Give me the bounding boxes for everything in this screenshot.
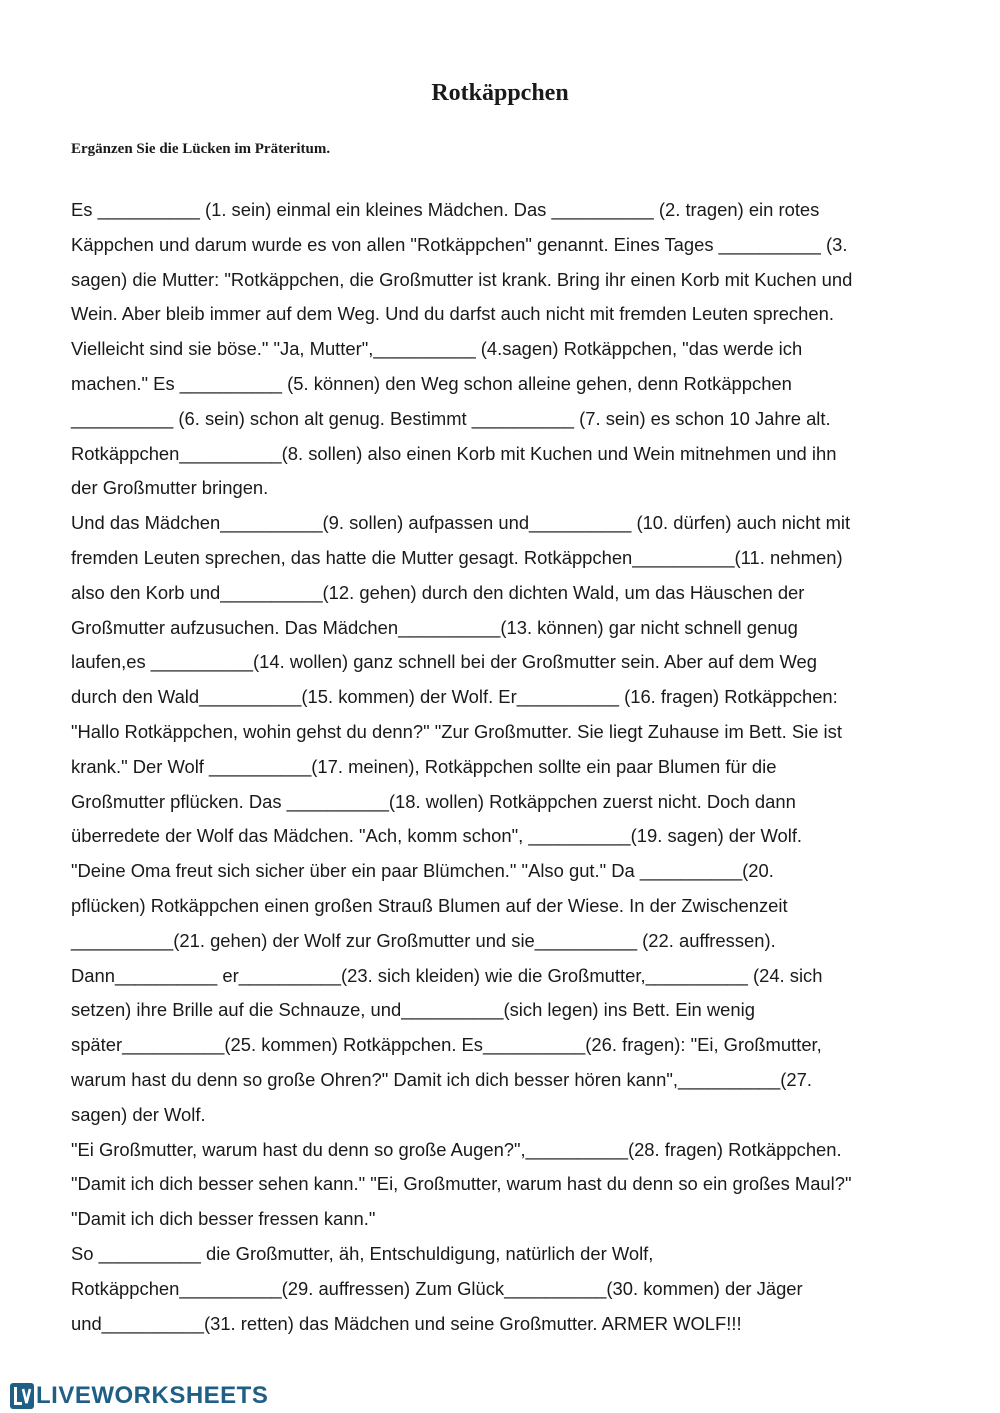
text-line: Es __________ (1. sein) einmal ein kleines Mädchen. Das __________ (2. tragen) ein rotes (71, 199, 820, 220)
text-line: später__________(25. kommen) Rotkäppchen. Es__________(26. fragen): "Ei, Großmutter, (71, 1034, 822, 1056)
text-line: und__________(31. retten) das Mädchen und seine Großmutter. ARMER WOLF!!! (71, 1312, 742, 1334)
text-line: Vielleicht sind sie böse." "Ja, Mutter",__________ (4.sagen) Rotkäppchen, "das werde ich (71, 338, 803, 360)
text-line: fremden Leuten sprechen, das hatte die Mutter gesagt. Rotkäppchen__________(11. nehmen) (71, 546, 843, 568)
liveworksheets-logo (10, 1380, 268, 1412)
text-line: Rotkäppchen__________(8. sollen) also einen Korb mit Kuchen und Wein mitnehmen und ihn (71, 442, 837, 464)
story-text (71, 193, 941, 1341)
text-line: __________ (6. sein) schon alt genug. Bestimmt __________ (7. sein) es schon 10 Jahre alt. (71, 407, 831, 429)
text-line: also den Korb und__________(12. gehen) durch den dichten Wald, um das Häuschen der (71, 581, 805, 603)
text-line: der Großmutter bringen. (71, 477, 269, 499)
text-line: So __________ die Großmutter, äh, Entschuldigung, natürlich der Wolf, (71, 1242, 654, 1264)
text-line: warum hast du denn so große Ohren?" Damit ich dich besser hören kann",__________(27. (71, 1068, 812, 1090)
text-line: "Ei Großmutter, warum hast du denn so große Augen?",__________(28. fragen) Rotkäppchen. (71, 1138, 842, 1160)
text-line: überredete der Wolf das Mädchen. "Ach, komm schon", __________(19. sagen) der Wolf. (71, 825, 803, 847)
text-line: "Deine Oma freut sich sicher über ein paar Blümchen." "Also gut." Da __________(20. (71, 860, 774, 882)
text-line: laufen,es __________(14. wollen) ganz schnell bei der Großmutter sein. Aber auf dem Weg (71, 651, 817, 673)
text-line: sagen) die Mutter: "Rotkäppchen, die Großmutter ist krank. Bring ihr einen Korb mit Kuchen und (71, 268, 853, 290)
text-line: Und das Mädchen__________(9. sollen) aufpassen und__________ (10. dürfen) auch nicht mit (71, 512, 851, 534)
instruction-text: Ergänzen Sie die Lücken im Präteritum. (71, 141, 331, 157)
text-line: "Hallo Rotkäppchen, wohin gehst du denn?" "Zur Großmutter. Sie liegt Zuhause im Bett. Sie ist (71, 720, 842, 742)
text-line: Großmutter aufzusuchen. Das Mädchen__________(13. können) gar nicht schnell genug (71, 616, 798, 638)
text-line: Großmutter pflücken. Das __________(18. wollen) Rotkäppchen zuerst nicht. Doch dann (71, 790, 796, 812)
liveworksheets-logo-icon (10, 1383, 34, 1409)
text-line: Käppchen und darum wurde es von allen "Rotkäppchen" genannt. Eines Tages __________ (3. (71, 233, 848, 255)
text-line: "Damit ich dich besser fressen kann." (71, 1208, 376, 1230)
text-line: durch den Wald__________(15. kommen) der Wolf. Er__________ (16. fragen) Rotkäppchen: (71, 686, 838, 708)
text-line: Wein. Aber bleib immer auf dem Weg. Und du darfst auch nicht mit fremden Leuten sprechen. (71, 303, 834, 325)
text-line: setzen) ihre Brille auf die Schnauze, und__________(sich legen) ins Bett. Ein wenig (71, 999, 755, 1021)
text-line: sagen) der Wolf. (71, 1103, 206, 1125)
text-line: krank." Der Wolf __________(17. meinen), Rotkäppchen sollte ein paar Blumen für die (71, 755, 777, 777)
text-line: Dann__________ er__________(23. sich kleiden) wie die Großmutter,__________ (24. sich (71, 964, 823, 986)
page-title: Rotkäppchen (431, 80, 569, 106)
text-line: pflücken) Rotkäppchen einen großen Strauß Blumen auf der Wiese. In der Zwischenzeit (71, 894, 788, 916)
logo-text: LIVEWORKSHEETS (36, 1382, 269, 1409)
text-line: machen." Es __________ (5. können) den Weg schon alleine gehen, denn Rotkäppchen (71, 372, 792, 394)
text-line: __________(21. gehen) der Wolf zur Großmutter und sie__________ (22. auffressen). (71, 929, 776, 951)
text-line: "Damit ich dich besser sehen kann." "Ei, Großmutter, warum hast du denn so ein großes Maul?" (71, 1173, 852, 1195)
text-line: Rotkäppchen__________(29. auffressen) Zum Glück__________(30. kommen) der Jäger (71, 1277, 803, 1299)
